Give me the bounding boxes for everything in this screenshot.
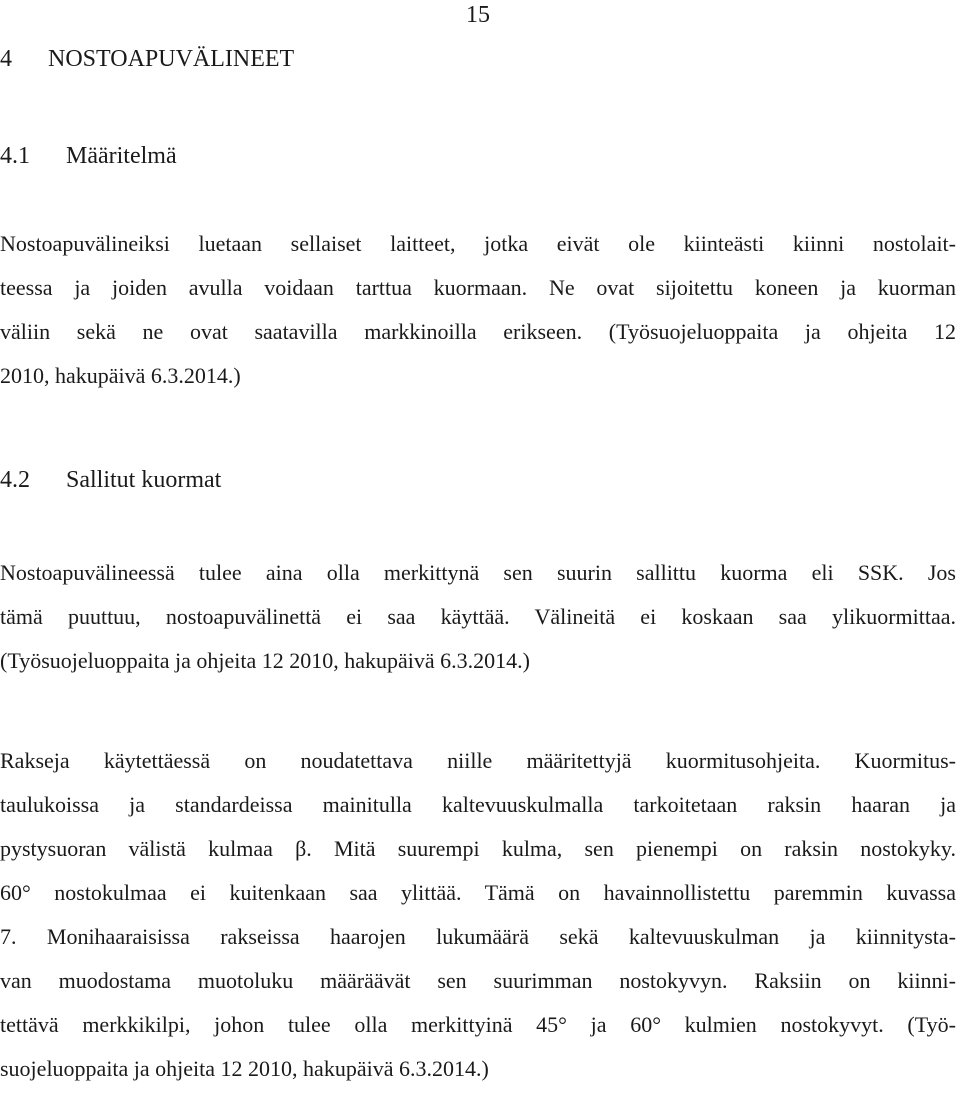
text-line: tämä puuttuu, nostoapuvälinettä ei saa käyttää. Välineitä ei koskaan saa ylikuormittaa.: [0, 604, 956, 629]
text-line: 7. Monihaaraisissa rakseissa haarojen lukumäärä sekä kaltevuuskulman ja kiinnitysta-: [0, 924, 956, 949]
text-line: Nostoapuvälineiksi luetaan sellaiset laitteet, jotka eivät ole kiinteästi kiinni nostolait-: [0, 231, 956, 256]
section-heading-4-2: [0, 465, 221, 495]
section-title: Sallitut kuormat: [66, 467, 222, 493]
text-line: 60° nostokulmaa ei kuitenkaan saa ylittää. Tämä on havainnollistettu paremmin kuvassa: [0, 880, 956, 905]
text-line: taulukoissa ja standardeissa mainitulla kaltevuuskulmalla tarkoitetaan raksin haaran ja: [0, 792, 956, 817]
section-number: 4.1: [0, 143, 30, 169]
text-line: Rakseja käytettäessä on noudatettava niille määritettyjä kuormitusohjeita. Kuormitus-: [0, 748, 956, 773]
text-line: Nostoapuvälineessä tulee aina olla merkittynä sen suurin sallittu kuorma eli SSK. Jos: [0, 560, 956, 585]
sling-load-paragraph: [0, 746, 956, 1098]
text-line: teessa ja joiden avulla voidaan tarttua kuormaan. Ne ovat sijoitettu koneen ja kuorman: [0, 275, 956, 300]
section-title: Määritelmä: [66, 143, 177, 169]
allowed-load-paragraph: [0, 558, 956, 690]
text-line: väliin sekä ne ovat saatavilla markkinoilla erikseen. (Työsuojeluoppaita ja ohjeita 12: [0, 319, 956, 344]
text-line: (Työsuojeluoppaita ja ohjeita 12 2010, hakupäivä 6.3.2014.): [0, 648, 531, 673]
section-number: 4.2: [0, 467, 30, 493]
text-line: tettävä merkkikilpi, johon tulee olla merkittyinä 45° ja 60° kulmien nostokyvyt. (Työ-: [0, 1012, 956, 1037]
section-heading-4-1: [0, 141, 177, 171]
definition-paragraph: [0, 229, 956, 405]
page-number: 15: [466, 2, 490, 28]
chapter-heading: [0, 44, 294, 74]
chapter-title: NOSTOAPUVÄLINEET: [48, 46, 295, 72]
text-line: suojeluoppaita ja ohjeita 12 2010, hakupäivä 6.3.2014.): [0, 1056, 489, 1081]
chapter-number: 4: [0, 46, 12, 72]
text-line: pystysuoran välistä kulmaa β. Mitä suurempi kulma, sen pienempi on raksin nostokyky.: [0, 836, 956, 861]
text-line: van muodostama muotoluku määräävät sen suurimman nostokyvyn. Raksiin on kiinni-: [0, 968, 956, 993]
text-line: 2010, hakupäivä 6.3.2014.): [0, 363, 241, 388]
